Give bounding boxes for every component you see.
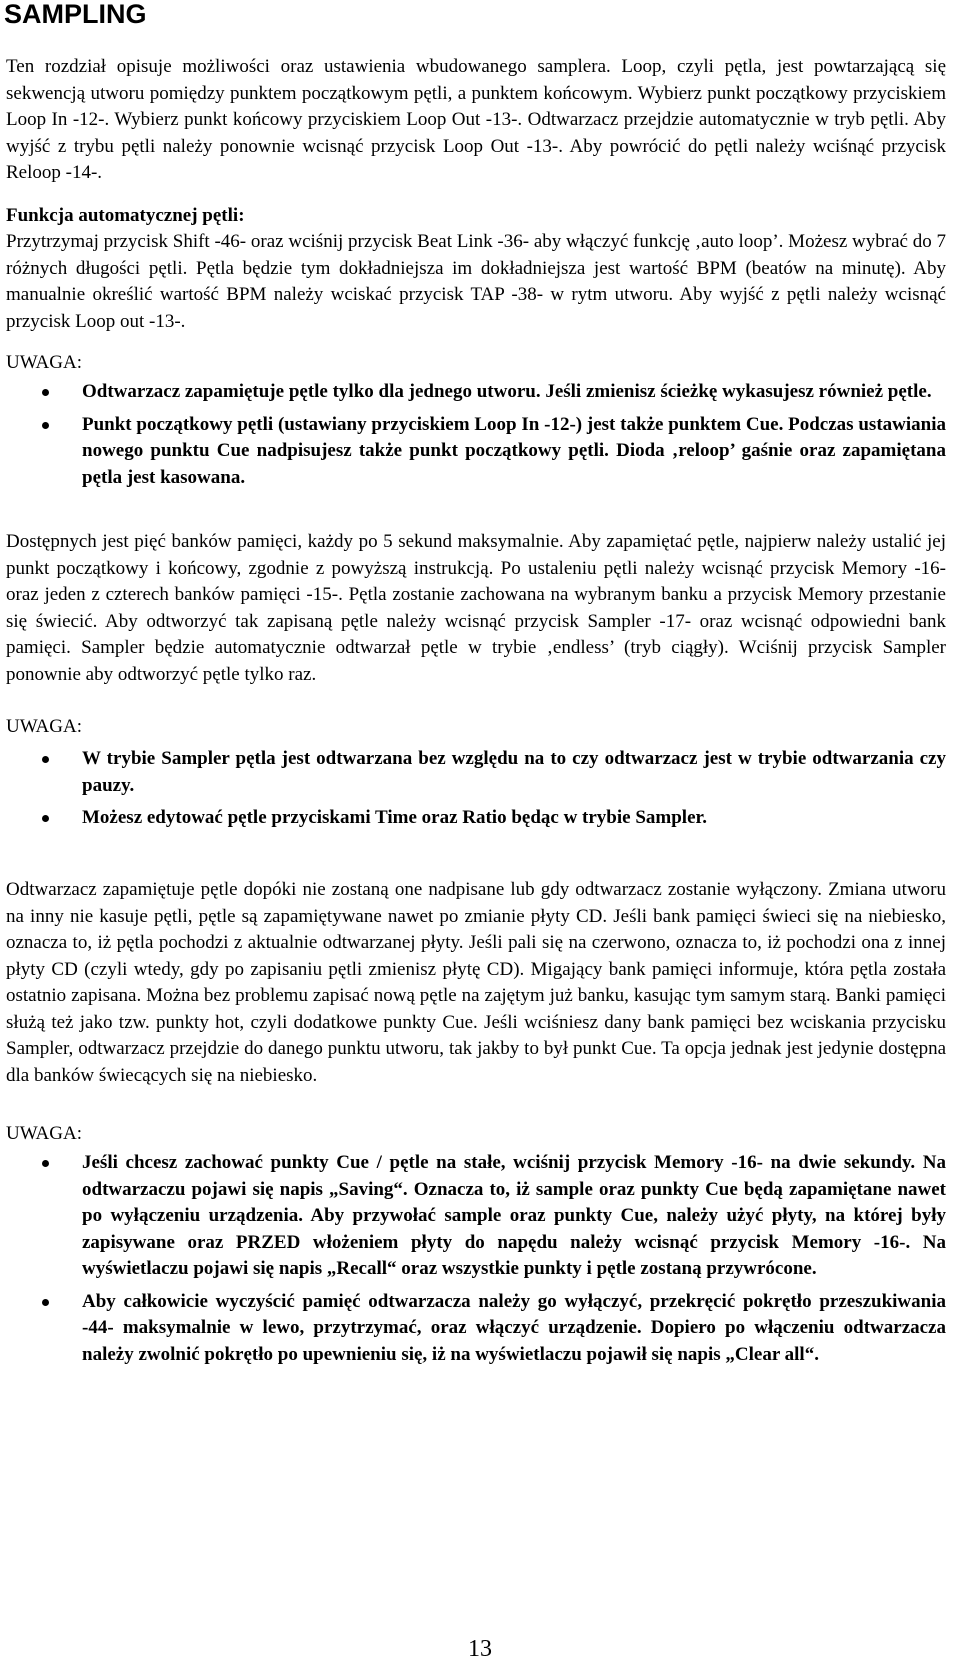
- memory-banks-paragraph: Dostępnych jest pięć banków pamięci, każdy po 5 sekund maksymalnie. Aby zapamiętać pętle, najpierw należy ustalić jej punkt początkowy i końcowy, zgodnie z powyższą instrukcją. Po ustaleniu pętli należy wcisnąć przycisk Memory -16- oraz jeden z czterech banków pamięci -15-. Pętla zostanie zachowana na wybranym banku a przycisk Memory przestanie się świecić. Aby odtworzyć tak zapisaną pętle należy wcisnąć przycisk Sampler -17- oraz wcisnąć odpowiedni bank pamięci. Sampler będzie automatycznie odtwarzał pętle w trybie ‚endless’ (tryb ciągły). Wciśnij przycisk Sampler ponownie aby odtworzyć pętle tylko raz.: [6, 531, 946, 685]
- list-item-text: Punkt początkowy pętli (ustawiany przyciskiem Loop In -12-) jest także punktem Cue. Podczas ustawiania nowego punktu Cue nadpisujesz także punkt początkowy pętli. Dioda ‚reloop’ gaśnie oraz zapamiętana pętla jest kasowana.: [82, 413, 946, 488]
- section-title: SAMPLING: [4, 0, 147, 29]
- list-item-text: Aby całkowicie wyczyścić pamięć odtwarzacza należy go wyłączyć, przekręcić pokrętło przeszukiwania -44- maksymalnie w lewo, przytrzymać, oraz włączyć urządzenie. Dopiero po włączeniu odtwarzacza należy zwolnić pokrętło po upewnieniu się, iż na wyświetlaczu pojawił się napis „Clear all“.: [82, 1290, 946, 1365]
- note1-list: [0, 379, 946, 491]
- bullet-icon: [42, 756, 49, 763]
- auto-loop-paragraph: Przytrzymaj przycisk Shift -46- oraz wciśnij przycisk Beat Link -36- aby włączyć funkcję ‚auto loop’. Możesz wybrać do 7 różnych długości pętli. Pętla będzie tym dokładniejsza im dokładniejsza jest wartość BPM (beatów na minutę). Aby manualnie określić wartość BPM należy wciskać przycisk TAP -38- w rytm utworu. Aby wyjść z pętli należy wcisnąć przycisk Loop out -13-.: [6, 231, 946, 332]
- bullet-icon: [42, 389, 49, 396]
- bullet-icon: [42, 1299, 49, 1306]
- note2-list: [0, 746, 946, 832]
- bullet-icon: [42, 422, 49, 429]
- list-item-text: Jeśli chcesz zachować punkty Cue / pętle na stałe, wciśnij przycisk Memory -16- na dwie sekundy. Na odtwarzaczu pojawi się napis „Saving“. Oznacza to, iż sample oraz punkty Cue będą zapamiętane nawet po wyłączeniu urządzenia. Aby przywołać sample oraz punkty Cue, należy użyć płyty, na której były zapisywane oraz PRZED włożeniem płyty do napędu należy wcisnąć przycisk Memory -16-. Na wyświetlaczu pojawi się napis „Recall“ oraz wszystkie punkty i pętle zostaną przywrócone.: [82, 1152, 946, 1279]
- note3-heading: UWAGA:: [6, 1123, 82, 1144]
- list-item-text: W trybie Sampler pętla jest odtwarzana bez względu na to czy odtwarzacz jest w trybie odtwarzania czy pauzy.: [82, 748, 946, 796]
- auto-loop-heading: Funkcja automatycznej pętli:: [6, 205, 245, 226]
- list-item: [0, 379, 946, 406]
- intro-paragraph: Ten rozdział opisuje możliwości oraz ustawienia wbudowanego samplera. Loop, czyli pętla, jest powtarzającą się sekwencją utworu pomiędzy punktem początkowym pętli, a punktem końcowym. Wybierz punkt początkowy przyciskiem Loop In -12-. Wybierz punkt końcowy przyciskiem Loop Out -13-. Odtwarzacz przejdzie automatycznie w tryb pętli. Aby wyjść z trybu pętli należy ponownie wcisnąć przycisk Loop Out -13-. Aby powrócić do pętli należy wciśnąć przycisk Reloop -14-.: [6, 56, 946, 183]
- note3-list: [0, 1150, 946, 1368]
- list-item: [0, 412, 946, 492]
- list-item: [0, 805, 946, 832]
- list-item: [0, 1289, 946, 1369]
- list-item: [0, 1150, 946, 1283]
- storage-paragraph: Odtwarzacz zapamiętuje pętle dopóki nie zostaną one nadpisane lub gdy odtwarzacz zostanie wyłączony. Zmiana utworu na inny nie kasuje pętli, pętle są zapamiętywane nawet po zmianie płyty CD. Jeśli bank pamięci świeci się na niebiesko, oznacza to, iż pętla pochodzi z aktualnie odtwarzanej płyty. Jeśli pali się na czerwono, oznacza to, iż pochodzi ona z innej płyty CD (czyli wtedy, gdy po zapisaniu pętli zmienisz płytę CD). Migający bank pamięci informuje, która pętla została ostatnio zapisana. Można bez problemu zapisać nową pętle na zajętym już banku, kasując tym samym starą. Banki pamięci służą też jako tzw. punkty hot, czyli dodatkowe punkty Cue. Jeśli wciśniesz dany bank pamięci bez wciskania przycisku Sampler, odtwarzacz przejdzie do danego punktu utworu, tak jakby to był punkt Cue. Ta opcja jednak jest jedynie dostępna dla banków świecących się na niebiesko.: [6, 879, 946, 1086]
- list-item: [0, 746, 946, 799]
- note2-heading: UWAGA:: [6, 716, 82, 737]
- bullet-icon: [42, 815, 49, 822]
- page-number: 13: [468, 1636, 492, 1662]
- list-item-text: Odtwarzacz zapamiętuje pętle tylko dla jednego utworu. Jeśli zmienisz ścieżkę wykasujesz również pętle.: [82, 381, 932, 402]
- bullet-icon: [42, 1160, 49, 1167]
- note1-heading: UWAGA:: [6, 352, 82, 373]
- list-item-text: Możesz edytować pętle przyciskami Time oraz Ratio będąc w trybie Sampler.: [82, 807, 707, 828]
